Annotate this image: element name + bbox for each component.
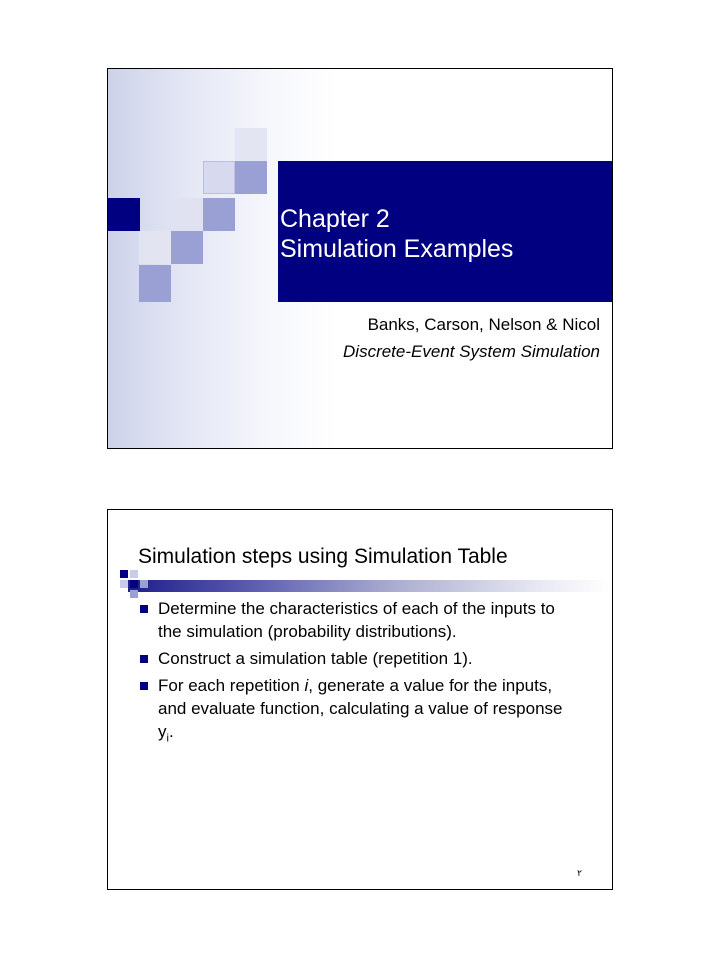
- deco-square: [120, 570, 128, 578]
- deco-square: [139, 231, 171, 264]
- list-item: [138, 597, 578, 643]
- deco-square: [203, 198, 235, 231]
- deco-square: [130, 580, 138, 588]
- slide-title: Simulation steps using Simulation Table: [138, 545, 508, 568]
- book-title-text: Discrete-Event System Simulation: [343, 342, 600, 361]
- deco-square: [140, 580, 148, 588]
- deco-square: [203, 161, 235, 194]
- page-number: ٢: [577, 868, 582, 878]
- bullet-list: [138, 597, 578, 754]
- square-bullet-icon: [140, 605, 148, 613]
- bullet-text-pre: For each repetition: [158, 676, 305, 695]
- slide-title-line-2: Simulation Examples: [280, 235, 514, 263]
- bullet-text: Construct a simulation table (repetition 1).: [158, 649, 473, 668]
- square-bullet-icon: [140, 682, 148, 690]
- slide-1: [107, 68, 613, 449]
- square-bullet-icon: [140, 655, 148, 663]
- authors-text: Banks, Carson, Nelson & Nicol: [367, 315, 600, 334]
- bullet-text-italic: i: [304, 676, 309, 695]
- slide-title-line-1: Chapter 2: [280, 205, 390, 233]
- deco-square: [130, 590, 138, 598]
- deco-square: [139, 265, 171, 302]
- deco-square: [171, 198, 203, 231]
- deco-square: [171, 231, 203, 264]
- deco-square: [130, 570, 138, 578]
- bullet-text-post: , generate a value for the inputs, and evaluate function, calculating a value of response y: [158, 676, 563, 741]
- deco-square: [235, 128, 267, 161]
- bullet-text: Determine the characteristics of each of the inputs to the simulation (probability distributions).: [158, 599, 555, 641]
- bullet-text-end: .: [168, 722, 174, 741]
- deco-square: [108, 198, 140, 231]
- slide-2: [107, 509, 613, 890]
- deco-square: [235, 161, 267, 194]
- list-item: [138, 674, 578, 750]
- bullet-text-subscript: i: [166, 732, 169, 745]
- deco-square: [120, 580, 128, 588]
- title-underline-gradient: [128, 580, 608, 592]
- list-item: [138, 647, 578, 670]
